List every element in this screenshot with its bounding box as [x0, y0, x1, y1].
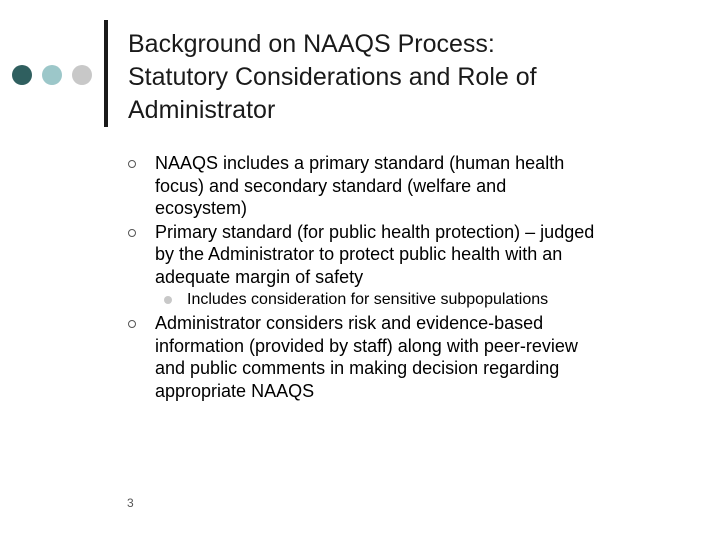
title-divider: [104, 20, 108, 127]
bullet-text-line: focus) and secondary standard (welfare and: [155, 175, 507, 196]
bullet-text-line: Primary standard (for public health protection) – judged: [155, 221, 595, 242]
bullet-list: [128, 152, 688, 403]
filled-circle-bullet-icon: [164, 296, 172, 304]
bullet-text-line: NAAQS includes a primary standard (human health: [155, 153, 565, 173]
bullet-text-line: Administrator considers risk and evidence-based: [155, 313, 544, 333]
bullet-text-line: information (provided by staff) along with peer-review: [155, 335, 578, 356]
bullet-text-line: and public comments in making decision regarding: [155, 358, 560, 378]
title-line: Background on NAAQS Process:: [128, 30, 495, 58]
sub-bullet-item: [128, 289, 688, 310]
sub-bullet-text-line: Includes consideration for sensitive subpopulations: [187, 291, 549, 308]
slide-title: [128, 28, 688, 127]
bullet-text-line: appropriate NAAQS: [155, 380, 315, 401]
title-line: Administrator: [128, 96, 276, 124]
hollow-circle-bullet-icon: [128, 160, 136, 168]
hollow-circle-bullet-icon: [128, 320, 136, 328]
page-number: 3: [127, 496, 134, 510]
hollow-circle-bullet-icon: [128, 229, 136, 237]
bullet-text-line: adequate margin of safety: [155, 266, 364, 287]
bullet-text-line: ecosystem): [155, 198, 248, 218]
bullet-item: [128, 152, 688, 220]
decorative-dots: [12, 65, 96, 85]
title-line: Statutory Considerations and Role of: [128, 63, 537, 91]
teal-circle-icon: [42, 65, 62, 85]
bullet-item: [128, 221, 688, 289]
gray-circle-icon: [72, 65, 92, 85]
dark-circle-icon: [12, 65, 32, 85]
bullet-text-line: by the Administrator to protect public health with an: [155, 244, 563, 264]
bullet-item: [128, 312, 688, 402]
